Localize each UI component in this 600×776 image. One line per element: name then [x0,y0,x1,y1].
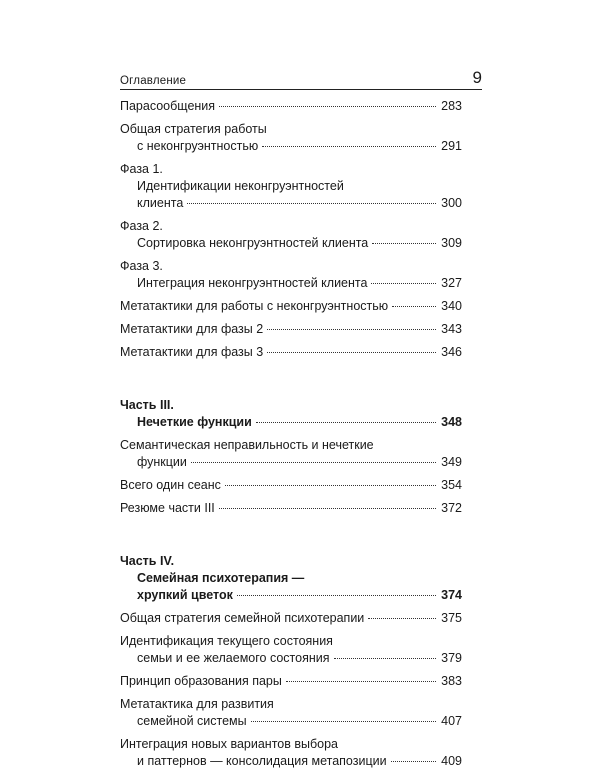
toc-entry-title: Семантическая неправильность и нечеткие [120,438,374,452]
toc-page-number: 375 [441,611,462,625]
toc-entry[interactable] [120,344,462,361]
toc-line [120,610,462,627]
toc-line [120,753,462,770]
toc-entry-title: Фаза 1. [120,162,163,176]
toc-line [120,736,462,753]
toc-entry-title: с неконгруэнтностью [137,139,259,153]
dot-leader [286,680,436,682]
toc-entry-title: Часть III. [120,398,174,412]
toc-page-number: 379 [441,651,462,665]
toc-page-number: 343 [441,322,462,336]
toc-line [120,275,462,292]
toc-entry-title: Общая стратегия работы [120,122,267,136]
toc-line [120,298,462,315]
toc-entry-title: клиента [137,196,184,210]
toc-line [120,258,462,275]
toc-entry-title: и паттернов — консолидация метапозиции [137,754,387,768]
toc-entry[interactable] [120,397,462,431]
toc-line [120,696,462,713]
toc-entry-title: Принцип образования пары [120,674,282,688]
dot-leader [187,202,436,204]
toc-page-number: 346 [441,345,462,359]
toc-line [120,454,462,471]
toc-entry-title: хрупкий цветок [137,588,233,602]
toc-line [120,138,462,155]
toc-line [120,553,462,570]
toc-line [120,673,462,690]
toc-entry-title: Метатактики для фазы 2 [120,322,264,336]
dot-leader [225,484,436,486]
toc-entry-title: Идентификации неконгруэнтностей [137,179,344,193]
toc-entry-title: Часть IV. [120,554,175,568]
dot-leader [267,351,436,353]
dot-leader [368,617,436,619]
dot-leader [334,657,437,659]
toc-line [120,633,462,650]
toc-entry-title: Фаза 3. [120,259,163,273]
table-of-contents [120,98,462,776]
toc-entry-title: Фаза 2. [120,219,163,233]
toc-line [120,98,462,115]
dot-leader [391,760,436,762]
toc-line [120,195,462,212]
toc-page-number: 283 [441,99,462,113]
toc-page-number: 309 [441,236,462,250]
toc-line [120,477,462,494]
toc-page-number: 409 [441,754,462,768]
toc-line [120,397,462,414]
toc-entry[interactable] [120,736,462,770]
toc-line [120,570,462,587]
dot-leader [237,594,436,596]
toc-entry[interactable] [120,500,462,517]
toc-page-number: 407 [441,714,462,728]
toc-entry[interactable] [120,553,462,604]
dot-leader [251,720,436,722]
toc-page-number: 348 [441,415,462,429]
toc-line [120,161,462,178]
part-spacer [120,367,462,397]
dot-leader [191,461,436,463]
dot-leader [219,105,436,107]
toc-entry-title: Парасообщения [120,99,216,113]
toc-line [120,121,462,138]
toc-entry[interactable] [120,610,462,627]
toc-entry[interactable] [120,477,462,494]
dot-leader [372,242,436,244]
toc-entry[interactable] [120,633,462,667]
toc-line [120,178,462,195]
dot-leader [219,507,436,509]
toc-page-number: 383 [441,674,462,688]
dot-leader [392,305,436,307]
toc-entry-title: Всего один сеанс [120,478,221,492]
toc-entry-title: Нечеткие функции [137,415,252,429]
toc-line [120,587,462,604]
toc-entry-title: Метатактики для фазы 3 [120,345,264,359]
toc-page-number: 300 [441,196,462,210]
toc-entry[interactable] [120,98,462,115]
toc-entry[interactable] [120,121,462,155]
toc-entry-title: Метатактики для работы с неконгруэнтностью [120,299,389,313]
toc-line [120,235,462,252]
toc-entry-title: Идентификация текущего состояния [120,634,333,648]
toc-page-number: 354 [441,478,462,492]
dot-leader [371,282,436,284]
toc-entry-title: Резюме части III [120,501,215,515]
toc-page-number: 374 [441,588,462,602]
part-spacer [120,523,462,553]
toc-entry[interactable] [120,321,462,338]
toc-line [120,218,462,235]
toc-line [120,713,462,730]
toc-entry[interactable] [120,218,462,252]
toc-line [120,500,462,517]
toc-line [120,321,462,338]
toc-entry-title: Сортировка неконгруэнтностей клиента [137,236,369,250]
toc-line [120,344,462,361]
toc-entry-title: Семейная психотерапия — [137,571,305,585]
toc-entry[interactable] [120,437,462,471]
toc-entry[interactable] [120,673,462,690]
toc-page-number: 340 [441,299,462,313]
toc-entry-title: Интеграция неконгруэнтностей клиента [137,276,368,290]
toc-entry-title: Общая стратегия семейной психотерапии [120,611,365,625]
toc-page-number: 372 [441,501,462,515]
toc-line [120,650,462,667]
toc-entry-title: семейной системы [137,714,247,728]
toc-entry[interactable] [120,696,462,730]
toc-page-number: 291 [441,139,462,153]
dot-leader [267,328,436,330]
toc-entry[interactable] [120,258,462,292]
dot-leader [262,145,436,147]
toc-page-number: 327 [441,276,462,290]
dot-leader [256,421,436,423]
toc-line [120,414,462,431]
header-divider [120,89,482,90]
toc-entry-title: функции [137,455,187,469]
toc-entry[interactable] [120,298,462,315]
toc-entry-title: Метатактика для развития [120,697,274,711]
toc-entry[interactable] [120,161,462,212]
toc-page-number: 349 [441,455,462,469]
page-number: 9 [472,68,482,87]
toc-line [120,437,462,454]
toc-entry-title: семьи и ее желаемого состояния [137,651,330,665]
running-header-title: Оглавление [120,75,187,87]
toc-entry-title: Интеграция новых вариантов выбора [120,737,339,751]
